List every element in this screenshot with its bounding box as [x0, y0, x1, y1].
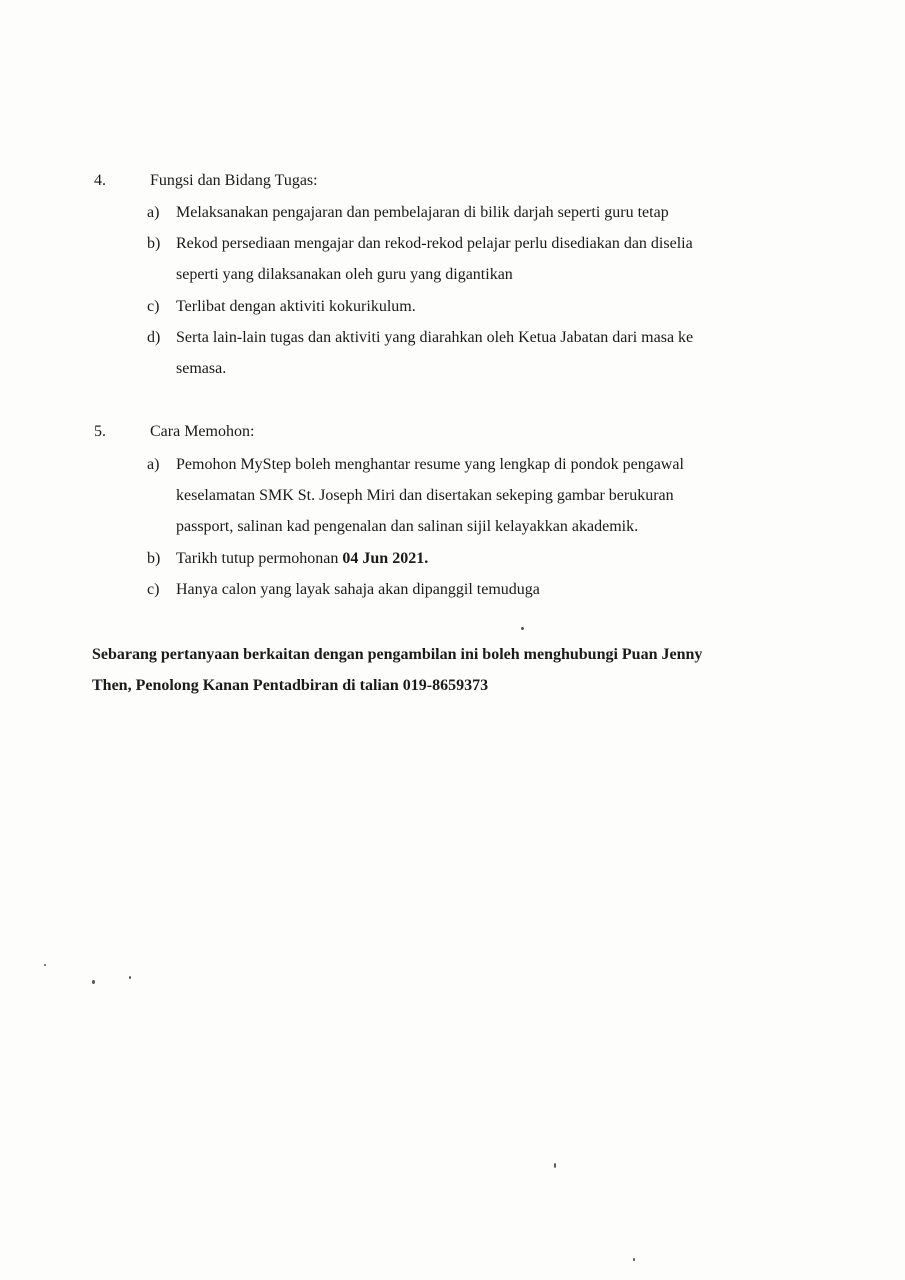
- closing-date-label: Tarikh tutup permohonan: [176, 550, 343, 567]
- item-line: Serta lain-lain tugas dan aktiviti yang diarahkan oleh Ketua Jabatan dari masa ke: [176, 329, 694, 346]
- item-line: Hanya calon yang layak sahaja akan dipanggil temuduga: [176, 581, 540, 598]
- contact-paragraph: [92, 639, 792, 701]
- section-4-title: Fungsi dan Bidang Tugas:: [150, 172, 318, 189]
- item-letter: a): [147, 204, 160, 221]
- item-line: semasa.: [176, 360, 227, 377]
- item-letter: b): [147, 235, 161, 252]
- scan-speck: [129, 976, 131, 979]
- section-4-heading: [0, 171, 905, 191]
- contact-line: Then, Penolong Kanan Pentadbiran di talian 019-8659373: [92, 677, 489, 694]
- item-line: passport, salinan kad pengenalan dan salinan sijil kelayakkan akademik.: [176, 518, 639, 535]
- section-4-item-d: [147, 322, 787, 384]
- item-letter: b): [147, 550, 161, 567]
- item-text: [176, 197, 787, 228]
- item-text: [176, 228, 787, 290]
- section-5-title: Cara Memohon:: [150, 423, 255, 440]
- item-text: [176, 291, 787, 322]
- section-4-item-a: [147, 197, 787, 228]
- scan-speck: [92, 980, 95, 984]
- item-line: Terlibat dengan aktiviti kokurikulum.: [176, 298, 416, 315]
- scan-speck: [44, 964, 46, 966]
- item-letter: c): [147, 581, 160, 598]
- item-text: [176, 449, 787, 542]
- item-line: keselamatan SMK St. Joseph Miri dan disertakan sekeping gambar berukuran: [176, 487, 674, 504]
- item-letter: d): [147, 329, 161, 346]
- section-5-number: 5.: [94, 423, 106, 440]
- scan-speck: [521, 627, 524, 630]
- section-5-item-c: [147, 574, 787, 605]
- section-5-item-a: [147, 449, 787, 542]
- item-line: [176, 543, 787, 574]
- section-5-heading: [0, 422, 905, 442]
- item-line: seperti yang dilaksanakan oleh guru yang digantikan: [176, 266, 513, 283]
- item-letter: a): [147, 456, 160, 473]
- item-text: [176, 543, 787, 574]
- section-4-item-c: [147, 291, 787, 322]
- scan-speck: [554, 1163, 556, 1168]
- section-4-item-b: [147, 228, 787, 290]
- item-line: Rekod persediaan mengajar dan rekod-rekod pelajar perlu disediakan dan diselia: [176, 235, 693, 252]
- item-letter: c): [147, 298, 160, 315]
- section-4-number: 4.: [94, 172, 106, 189]
- item-line: Pemohon MyStep boleh menghantar resume yang lengkap di pondok pengawal: [176, 456, 684, 473]
- section-5-item-b: [147, 543, 787, 574]
- item-text: [176, 574, 787, 605]
- closing-date-value: 04 Jun 2021.: [342, 550, 429, 567]
- contact-line: Sebarang pertanyaan berkaitan dengan pengambilan ini boleh menghubungi Puan Jenny: [92, 646, 703, 663]
- item-line: Melaksanakan pengajaran dan pembelajaran di bilik darjah seperti guru tetap: [176, 204, 669, 221]
- scan-speck: [633, 1258, 635, 1261]
- item-text: [176, 322, 787, 384]
